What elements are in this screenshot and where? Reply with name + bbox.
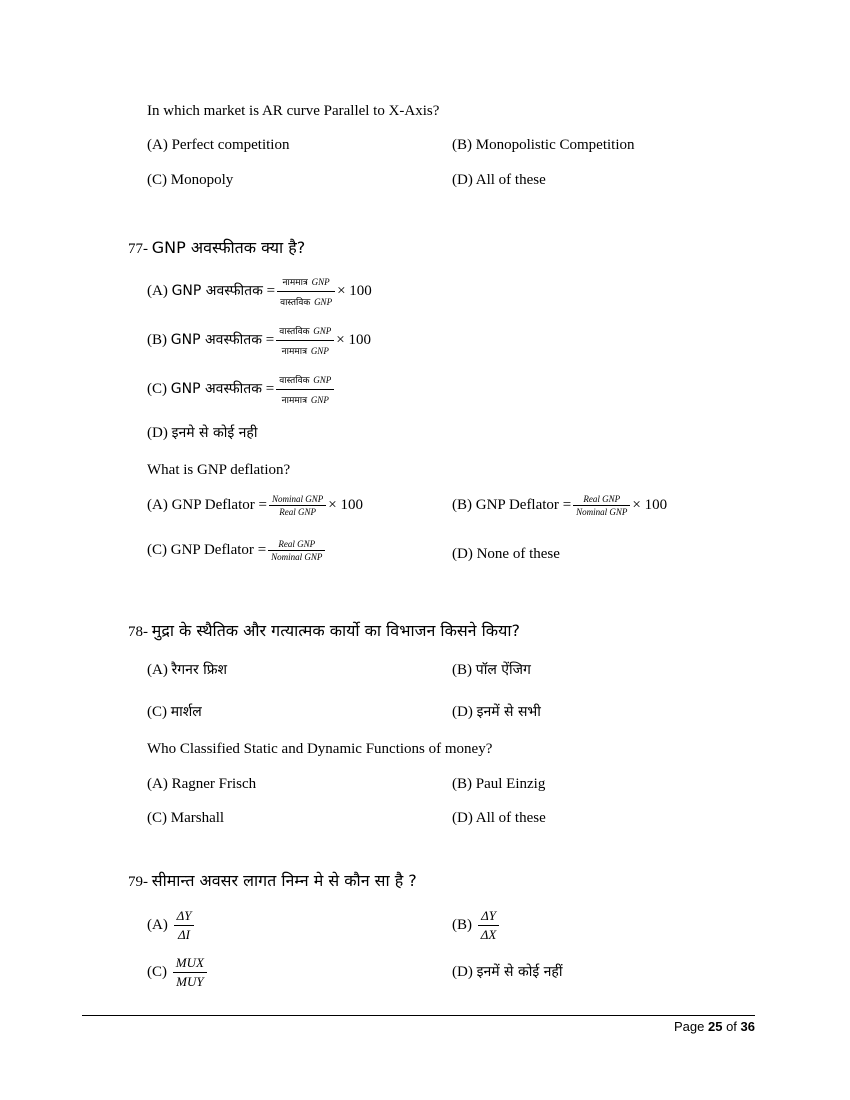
fraction xyxy=(277,273,335,310)
option-label: (C) xyxy=(147,380,167,397)
option-text: पॉल ऐंजिग xyxy=(475,662,531,678)
page-prefix: Page xyxy=(673,1019,705,1034)
option-text: इनमें से सभी xyxy=(476,704,541,720)
option-label: (A) xyxy=(147,282,168,299)
numerator: ΔY xyxy=(174,908,195,926)
current-page: 25 xyxy=(707,1019,723,1034)
fraction xyxy=(276,322,334,359)
q78-english-option-b xyxy=(452,776,545,793)
denominator-word: नाममात्र xyxy=(281,396,308,406)
question-text: मुद्रा के स्थैतिक और गत्यात्मक कार्यो का विभाजन किसने किया? xyxy=(151,621,520,640)
q79-option-a xyxy=(147,908,196,943)
q77-english-option-d xyxy=(452,546,560,563)
q76-option-c xyxy=(147,172,233,189)
numerator-gnp: GNP xyxy=(313,326,332,336)
option-label: (D) xyxy=(452,172,473,188)
q76-option-d xyxy=(452,172,546,189)
option-text: Perfect competition xyxy=(171,137,290,153)
option-label: (D) xyxy=(452,810,473,826)
multiplier: × 100 xyxy=(336,331,371,348)
formula-label: GNP Deflator xyxy=(475,496,559,513)
option-label: (A) xyxy=(147,137,168,153)
q76-option-a xyxy=(147,137,289,154)
denominator-gnp: GNP xyxy=(310,346,329,356)
numerator: Real GNP xyxy=(573,494,630,506)
denominator-word: वास्तविक xyxy=(280,298,311,308)
q78-english-option-c xyxy=(147,810,224,827)
option-text: इनमें से कोई नहीं xyxy=(476,964,563,980)
option-label: (C) xyxy=(147,541,167,558)
option-label: (B) xyxy=(452,662,472,678)
option-label: (D) xyxy=(452,546,473,562)
denominator: Nominal GNP xyxy=(271,552,323,562)
option-text: Marshall xyxy=(170,810,225,826)
option-label: (C) xyxy=(147,963,167,980)
option-label: (A) xyxy=(147,496,168,513)
denominator: MUY xyxy=(176,974,204,989)
q79-option-c xyxy=(147,955,209,990)
fraction xyxy=(276,371,334,408)
formula-label: GNP Deflator xyxy=(171,496,255,513)
numerator-word: नाममात्र xyxy=(282,278,308,288)
q77-hindi-option-a: (A) GNP अवस्फीतक = $\frac{\text{नाममात्र GNP}}{\text{वास्तविक GNP}}$ × 100 xyxy=(147,273,372,310)
question-text: सीमान्त अवसर लागत निम्न मे से कौन सा है ? xyxy=(151,871,417,890)
option-text: मार्शल xyxy=(170,704,202,720)
option-text: None of these xyxy=(476,546,560,562)
numerator-gnp: GNP xyxy=(313,375,332,385)
fraction xyxy=(174,908,195,943)
formula-label: GNP Deflator xyxy=(170,541,254,558)
q77-english-option-a: (A) GNP Deflator = $\frac{\text{Nominal GNP}}{\text{Real GNP}}$ × 100 xyxy=(147,494,363,517)
q76-question: In which market is AR curve Parallel to X-Axis? xyxy=(147,103,440,119)
q78-hindi-option-b xyxy=(452,660,531,679)
q77-english-option-b: (B) GNP Deflator = $\frac{\text{Real GNP}}{\text{Nominal GNP}}$ × 100 xyxy=(452,494,668,517)
option-label: (A) xyxy=(147,776,168,792)
q79-question xyxy=(128,869,417,891)
option-text: Monopolistic Competition xyxy=(475,137,635,153)
multiplier: × 100 xyxy=(632,496,668,513)
fraction xyxy=(268,539,325,562)
q79-option-b xyxy=(452,908,501,943)
total-pages: 36 xyxy=(740,1019,755,1034)
formula-label: GNP अवस्फीतक xyxy=(171,282,263,299)
q78-hindi-option-d xyxy=(452,702,541,721)
denominator: Real GNP xyxy=(279,507,316,517)
q78-hindi-option-a xyxy=(147,660,227,679)
q77-hindi-option-c: (C) GNP अवस्फीतक = $\frac{\text{वास्तविक GNP}}{\text{नाममात्र GNP}}$ xyxy=(147,371,336,408)
q78-question-english: Who Classified Static and Dynamic Functions of money? xyxy=(147,741,493,757)
formula-label: GNP अवस्फीतक xyxy=(170,380,263,397)
q78-question-hindi xyxy=(128,619,520,641)
option-text: Ragner Frisch xyxy=(171,776,257,792)
denominator-gnp: GNP xyxy=(314,297,333,307)
option-label: (B) xyxy=(452,496,472,513)
denominator: Nominal GNP xyxy=(576,507,628,517)
fraction xyxy=(269,494,326,517)
q77-hindi-option-b: (B) GNP अवस्फीतक = $\frac{\text{वास्तविक GNP}}{\text{नाममात्र GNP}}$ × 100 xyxy=(147,322,371,359)
question-number: 77- xyxy=(128,241,148,257)
option-text: All of these xyxy=(475,810,546,826)
denominator: ΔX xyxy=(480,927,497,942)
multiplier: × 100 xyxy=(337,282,372,299)
question-text: GNP अवस्फीतक क्या है? xyxy=(151,238,306,257)
question-number: 78- xyxy=(128,624,148,640)
formula-label: GNP अवस्फीतक xyxy=(170,331,263,348)
option-label: (B) xyxy=(452,776,472,792)
fraction xyxy=(173,955,207,990)
option-text: Paul Einzig xyxy=(475,776,546,792)
q77-question-hindi xyxy=(128,236,305,258)
numerator-word: वास्तविक xyxy=(279,376,310,386)
option-label: (B) xyxy=(452,137,472,153)
numerator: Real GNP xyxy=(268,539,325,551)
q79-option-d xyxy=(452,962,563,981)
numerator: MUX xyxy=(173,955,207,973)
q77-english-option-c: (C) GNP Deflator = $\frac{\text{Real GNP}}{\text{Nominal GNP}}$ xyxy=(147,539,327,562)
fraction xyxy=(573,494,630,517)
footer-divider xyxy=(82,1015,755,1016)
q77-question-english: What is GNP deflation? xyxy=(147,462,291,478)
option-label: (A) xyxy=(147,662,168,678)
q78-english-option-a xyxy=(147,776,256,793)
option-label: (B) xyxy=(147,331,167,348)
numerator: Nominal GNP xyxy=(269,494,326,506)
q76-option-b xyxy=(452,137,635,154)
option-text: Monopoly xyxy=(170,172,234,188)
q77-hindi-option-d xyxy=(147,423,258,442)
page-of: of xyxy=(726,1019,737,1034)
multiplier: × 100 xyxy=(328,496,363,513)
denominator: ΔI xyxy=(178,927,190,942)
q78-hindi-option-c xyxy=(147,702,202,721)
option-text: रैगनर फ्रिश xyxy=(171,662,228,678)
denominator-gnp: GNP xyxy=(310,395,329,405)
numerator: ΔY xyxy=(478,908,500,926)
numerator-gnp: GNP xyxy=(311,277,330,287)
option-label: (D) xyxy=(452,964,473,980)
option-label: (B) xyxy=(452,916,472,933)
q78-english-option-d xyxy=(452,810,546,827)
page-number xyxy=(674,1019,755,1034)
option-label: (C) xyxy=(147,704,167,720)
option-text: इनमे से कोई नही xyxy=(171,425,258,441)
option-label: (C) xyxy=(147,810,167,826)
option-label: (D) xyxy=(147,425,168,441)
option-text: All of these xyxy=(475,172,546,188)
question-number: 79- xyxy=(128,874,148,890)
fraction xyxy=(478,908,500,943)
option-label: (D) xyxy=(452,704,473,720)
denominator-word: नाममात्र xyxy=(281,347,308,357)
numerator-word: वास्तविक xyxy=(279,327,310,337)
option-label: (A) xyxy=(147,916,168,933)
option-label: (C) xyxy=(147,172,167,188)
